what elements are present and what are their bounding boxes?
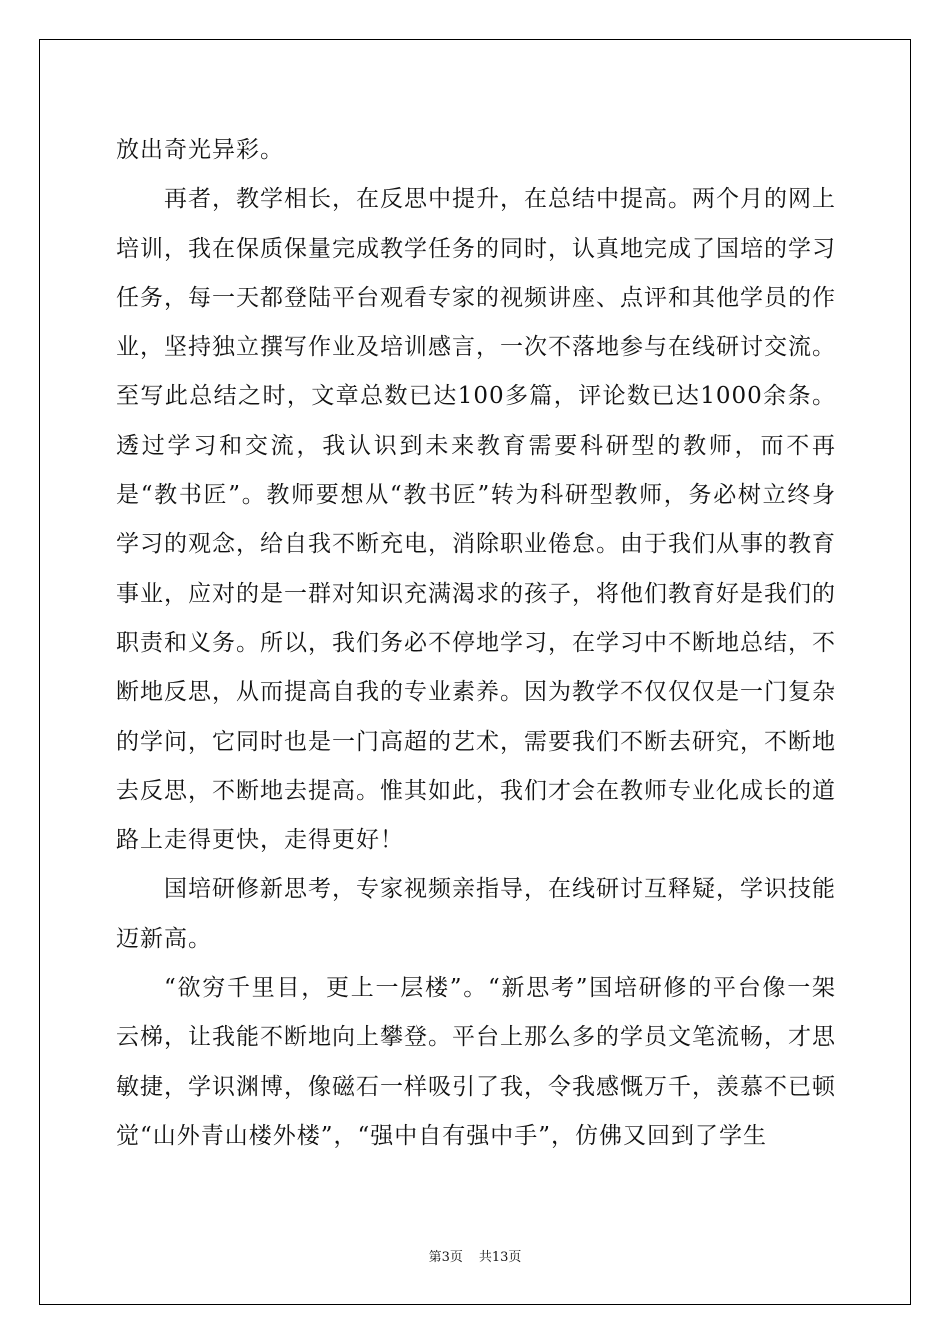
paragraph-3: 国培研修新思考，专家视频亲指导，在线研讨互释疑，学识技能迈新高。 [116,876,836,952]
document-body [116,126,836,1161]
paragraph-1: 放出奇光异彩。 [116,137,284,163]
page-number: 第3页 [428,1250,463,1265]
page-footer [0,1246,950,1265]
paragraph-2: 再者，教学相长，在反思中提升，在总结中提高。两个月的网上培训，我在保质保量完成教学任务的同时，认真地完成了国培的学习任务，每一天都登陆平台观看专家的视频讲座、点评和其他学员的作业，坚持独立撰写作业及培训感言，一次不落地参与在线研讨交流。至写此总结之时，文章总数已达100多篇，评论数已达1000余条。透过学习和交流，我认识到未来教育需要科研型的教师，而不再是“教书匠”。教师要想从“教书匠”转为科研型教师，务必树立终身学习的观念，给自我不断充电，消除职业倦怠。由于我们从事的教育事业，应对的是一群对知识充满渴求的孩子，将他们教育好是我们的职责和义务。所以，我们务必不停地学习，在学习中不断地总结，不断地反思，从而提高自我的专业素养。因为教学不仅仅仅是一门复杂的学问，它同时也是一门高超的艺术，需要我们不断去研究，不断地去反思，不断地去提高。惟其如此，我们才会在教师专业化成长的道路上走得更快，走得更好！ [116,186,836,854]
paragraph-4: “欲穷千里目，更上一层楼”。“新思考”国培研修的平台像一架云梯，让我能不断地向上攀登。平台上那么多的学员文笔流畅，才思敏捷，学识渊博，像磁石一样吸引了我，令我感慨万千，羡慕不已顿觉“山外青山楼外楼”，“强中自有强中手”，仿佛又回到了学生 [116,975,836,1149]
total-pages: 共13页 [478,1250,522,1265]
